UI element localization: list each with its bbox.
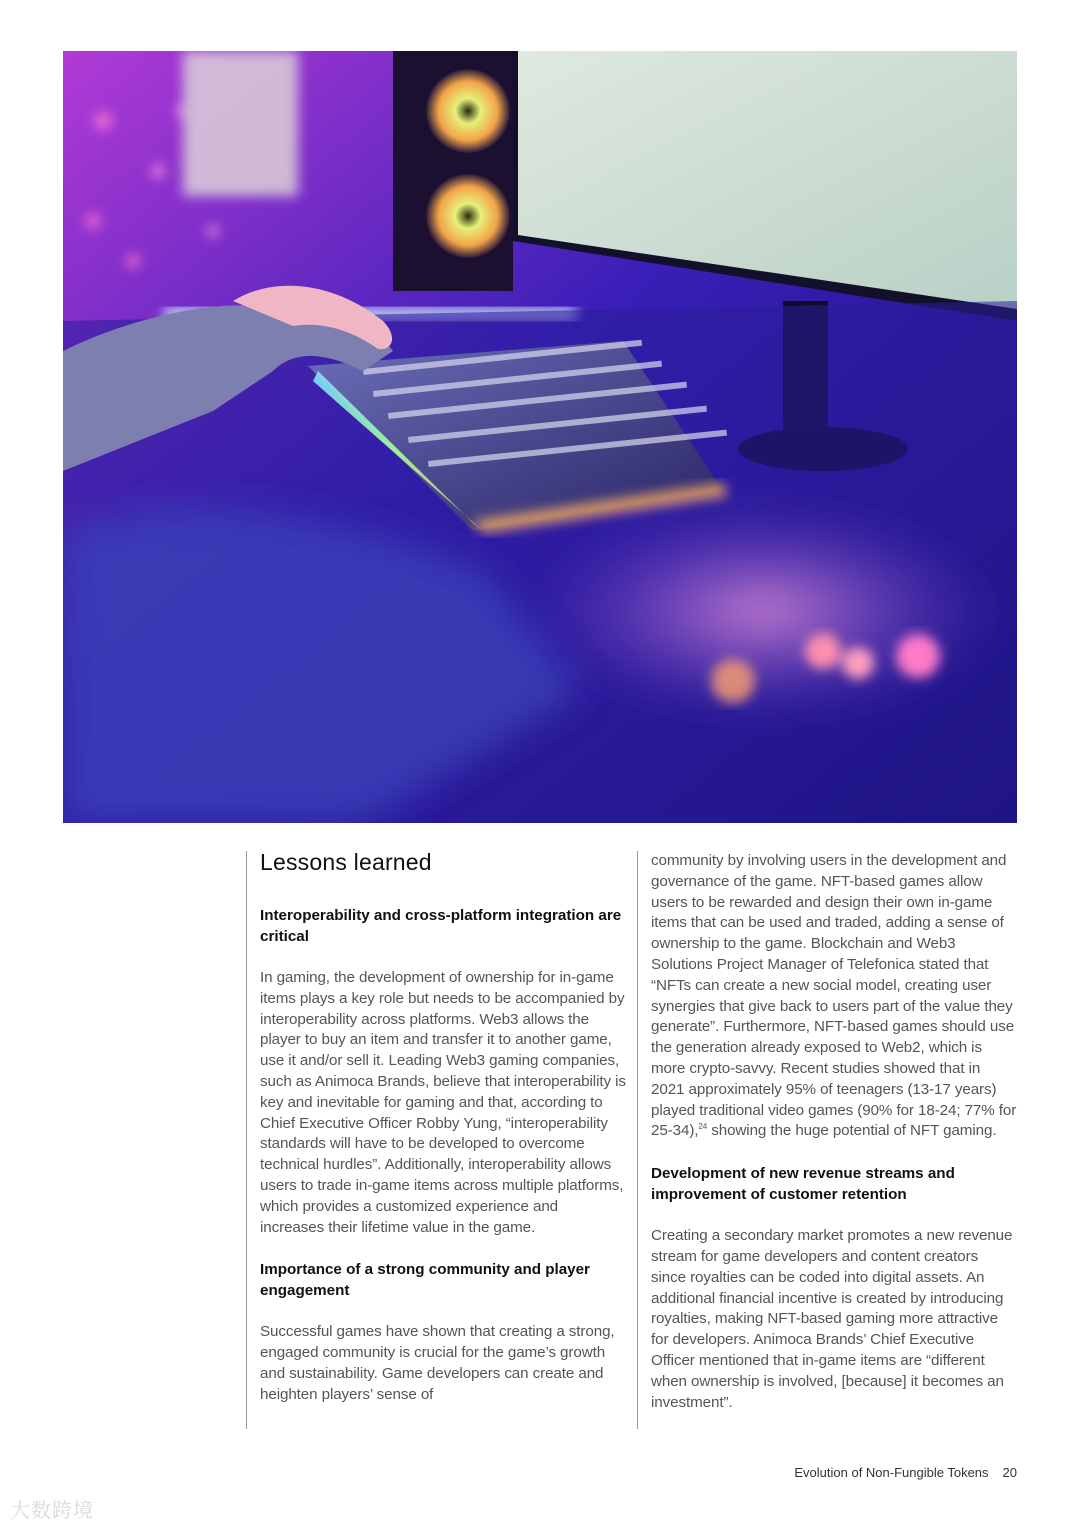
subheading-interoperability: Interoperability and cross-platform integration are critical [260, 907, 622, 945]
paragraph-community-continued [651, 851, 1017, 1142]
hero-photo-illustration [63, 51, 1017, 823]
paragraph-community-start: Successful games have shown that creating a strong, engaged community is crucial for the game’s growth and sustainability. Game developers can create and heighten players’ sense of [260, 1323, 615, 1403]
page-footer [794, 1465, 1017, 1480]
paragraph-community-tail: showing the huge potential of NFT gaming. [707, 1122, 997, 1140]
paragraph-interoperability: In gaming, the development of ownership for in-game items plays a key role but needs to be accompanied by interoperability across platforms. Web3 allows the player to buy an item and transfer it to another game, use it and/or sell it. Leading Web3 gaming companies, such as Animoca Brands, believe that interoperability is key and inevitable for gaming and that, according to Chief Executive Officer Robby Yung, “interoperability standards will have to be developed to overcome technical hurdles”. Additionally, interoperability allows users to trade in-game items across multiple platforms, which provides a customized experience and increases their lifetime value in the game. [260, 969, 626, 1236]
page-number: 20 [1002, 1465, 1017, 1480]
left-column [246, 851, 626, 1429]
subheading-community: Importance of a strong community and player engagement [260, 1261, 590, 1300]
paragraph-revenue: Creating a secondary market promotes a new revenue stream for game developers and content creators since royalties can be coded into digital assets. An additional financial incentive is created by introducing royalties, making NFT-based gaming more attractive for developers. Animoca Brands’ Chief Executive Officer mentioned that in-game items are “different when ownership is involved, [because] it becomes an investment”. [651, 1227, 1013, 1411]
hero-photo [63, 51, 1017, 823]
footer-title: Evolution of Non-Fungible Tokens [794, 1465, 989, 1480]
right-column [637, 851, 1017, 1429]
watermark-logo: 大数跨境 [10, 1498, 94, 1522]
section-title: Lessons learned [260, 849, 432, 875]
paragraph-community-text: community by involving users in the development and governance of the game. NFT-based games allow users to be rewarded and design their own in-game items that can be used and traded, adding a sense of ownership to the game. Blockchain and Web3 Solutions Project Manager of Telefonica stated that “NFTs can create a new social model, creating user synergies that give back to users part of the value they generate”. Furthermore, NFT-based games should use the generation already exposed to Web2, which is more crypto-savvy. Recent studies showed that in 2021 approximately 95% of teenagers (13-17 years) played traditional video games (90% for 18-24; 77% for 25-34), [651, 852, 1017, 1140]
footnote-marker: 24 [698, 1122, 708, 1132]
subheading-revenue: Development of new revenue streams and improvement of customer retention [651, 1165, 955, 1204]
